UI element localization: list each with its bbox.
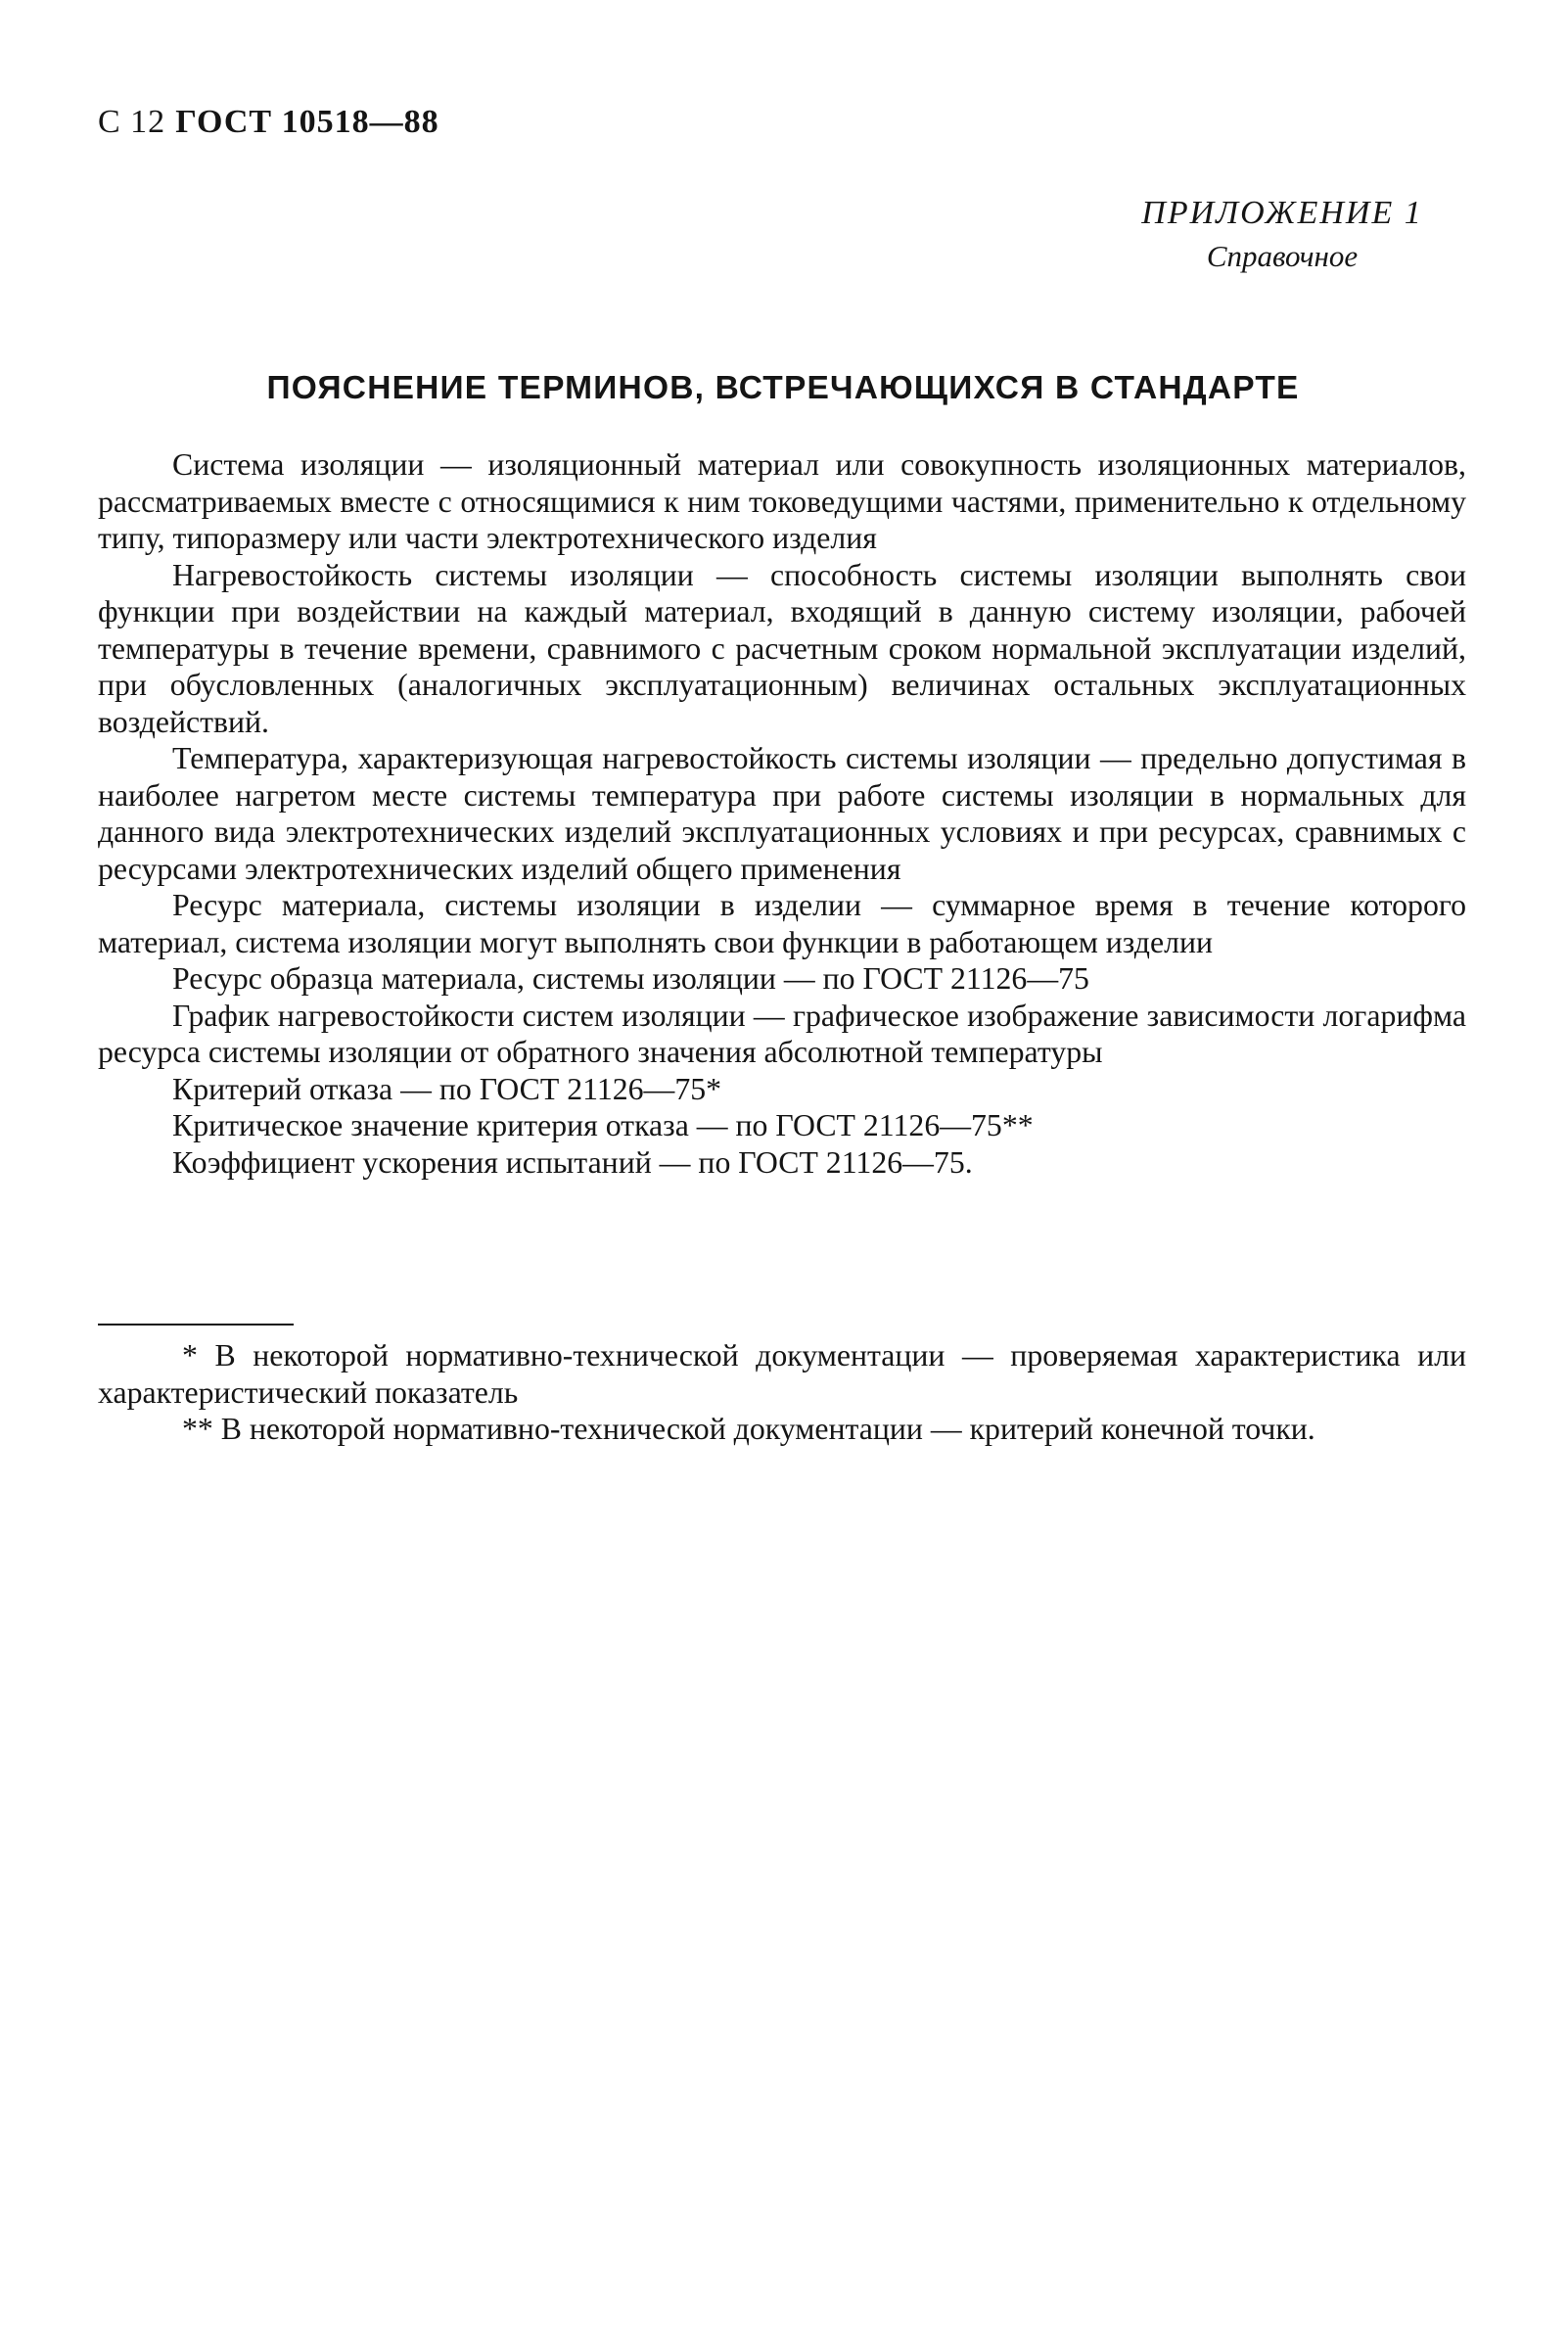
page-number: С 12: [98, 104, 166, 140]
document-title: ПОЯСНЕНИЕ ТЕРМИНОВ, ВСТРЕЧАЮЩИХСЯ В СТАНДАРТЕ: [266, 370, 1300, 406]
footnotes: [98, 1337, 1466, 1448]
term-paragraph: График нагревостойкости систем изоляции — графическое изображение зависимости логарифма ресурса системы изоляции от обратного значения абсолютной температуры: [98, 998, 1466, 1069]
terms-body: [98, 446, 1466, 1181]
appendix-type: Справочное: [1206, 239, 1359, 273]
standard-designation: ГОСТ 10518—88: [175, 104, 439, 140]
term-paragraph: Ресурс материала, системы изоляции в изделии — суммарное время в течение которого материал, система изоляции могут выполнять свои функции в работающем изделии: [98, 888, 1466, 959]
short-term-line: Критическое значение критерия отказа — по ГОСТ 21126—75**: [172, 1108, 1034, 1142]
page-header: [98, 104, 439, 141]
short-term-line: Критерий отказа — по ГОСТ 21126—75*: [172, 1071, 722, 1106]
term-paragraph: Система изоляции — изоляционный материал или совокупность изоляционных материалов, рассматриваемых вместе с относящимися к ним токоведущими частями, применительно к отдельному типу, типоразмеру или части электротехнического изделия: [98, 447, 1466, 555]
appendix-heading: [1096, 192, 1468, 278]
term-paragraph: Ресурс образца материала, системы изоляции — по ГОСТ 21126—75: [172, 961, 1089, 996]
short-term-line: Коэффициент ускорения испытаний — по ГОСТ 21126—75.: [172, 1144, 973, 1180]
footnote: * В некоторой нормативно-технической документации — проверяемая характеристика или характеристический показатель: [98, 1338, 1466, 1410]
footnote-separator: [98, 1324, 294, 1326]
appendix-title: ПРИЛОЖЕНИЕ 1: [1141, 195, 1423, 231]
term-paragraph: Нагревостойкость системы изоляции — способность системы изоляции выполнять свои функции при воздействии на каждый материал, входящий в данную систему изоляции, рабочей температуры в течение времени, сравнимого с расчетным сроком нормальной эксплуатации изделий, при обусловленных (аналогичных эксплуатационным) величинах остальных эксплуатационных воздействий.: [98, 557, 1466, 739]
footnote: ** В некоторой нормативно-технической документации — критерий конечной точки.: [182, 1412, 1315, 1446]
term-paragraph: Температура, характеризующая нагревостойкость системы изоляции — предельно допустимая в наиболее нагретом месте системы температура при работе системы изоляции в нормальных для данного вида электротехнических изделий эксплуатационных условиях и при ресурсах, сравнимых с ресурсами электротехнических изделий общего применения: [98, 741, 1466, 886]
